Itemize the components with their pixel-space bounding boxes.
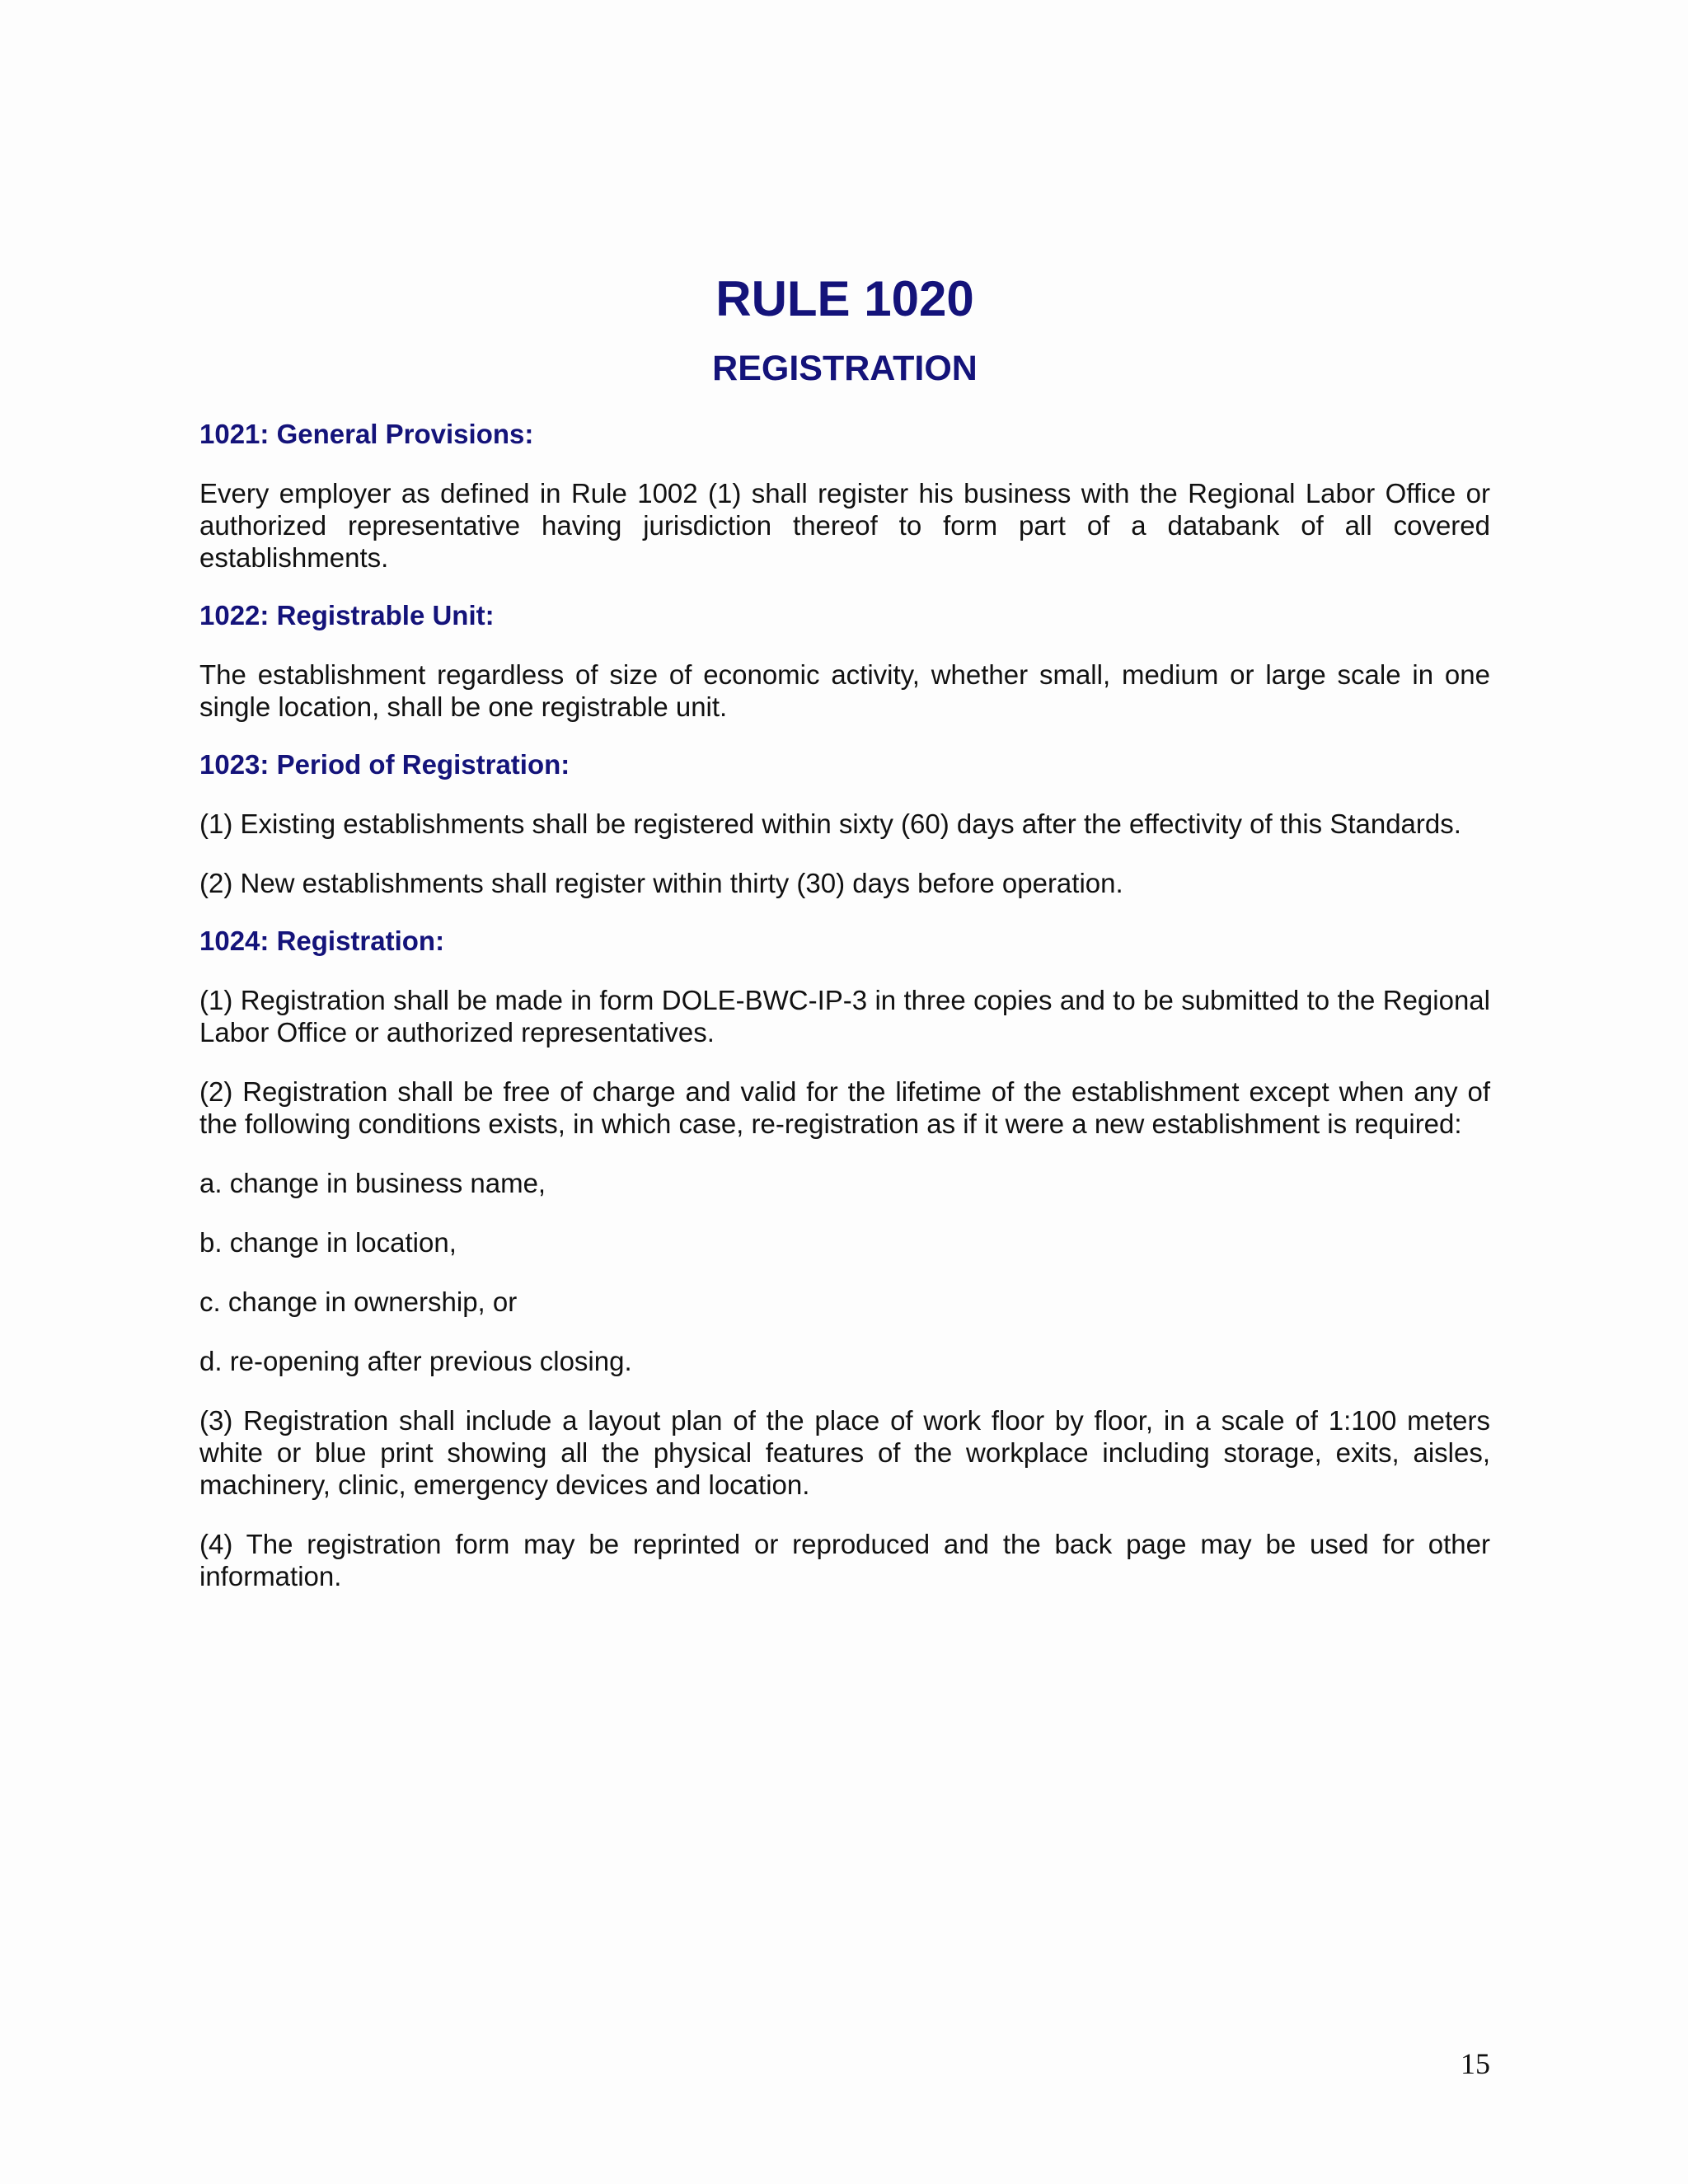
- section-heading: 1024: Registration:: [199, 925, 445, 956]
- list-item: d. re-opening after previous closing.: [199, 1345, 632, 1376]
- paragraph: (2) Registration shall be free of charge and valid for the lifetime of the establishment except when any of the following conditions exists, in which case, re-registration as if it were a new establishment is required:: [199, 1076, 1490, 1139]
- rule-subtitle: REGISTRATION: [712, 349, 978, 388]
- section-1021: [199, 419, 1490, 574]
- section-heading: 1023: Period of Registration:: [199, 748, 570, 780]
- document-page: [199, 272, 1490, 1592]
- section-1022: [199, 600, 1490, 723]
- rule-title: RULE 1020: [715, 271, 974, 326]
- section-heading: 1022: Registrable Unit:: [199, 599, 495, 630]
- paragraph: (4) The registration form may be reprinted or reproduced and the back page may be used for other information.: [199, 1528, 1490, 1591]
- paragraph: (1) Registration shall be made in form DOLE-BWC-IP-3 in three copies and to be submitted to the Regional Labor Office or authorized representatives.: [199, 984, 1490, 1047]
- paragraph: Every employer as defined in Rule 1002 (1) shall register his business with the Regional Labor Office or authorized representative having jurisdiction thereof to form part of a databank of all covered establishments.: [199, 477, 1490, 573]
- page-number: 15: [1461, 2047, 1490, 2080]
- section-1024: [199, 926, 1490, 1592]
- paragraph: (1) Existing establishments shall be registered within sixty (60) days after the effectivity of this Standards.: [199, 808, 1461, 839]
- paragraph: The establishment regardless of size of economic activity, whether small, medium or large scale in one single location, shall be one registrable unit.: [199, 658, 1490, 722]
- list-item: c. change in ownership, or: [199, 1286, 518, 1317]
- section-heading: 1021: General Provisions:: [199, 418, 534, 449]
- paragraph: (3) Registration shall include a layout plan of the place of work floor by floor, in a scale of 1:100 meters white or blue print showing all the physical features of the workplace including storage, exits, aisles, machinery, clinic, emergency devices and location.: [199, 1404, 1490, 1500]
- section-1023: [199, 749, 1490, 899]
- list-item: a. change in business name,: [199, 1167, 546, 1198]
- paragraph: (2) New establishments shall register within thirty (30) days before operation.: [199, 867, 1123, 898]
- list-item: b. change in location,: [199, 1226, 457, 1258]
